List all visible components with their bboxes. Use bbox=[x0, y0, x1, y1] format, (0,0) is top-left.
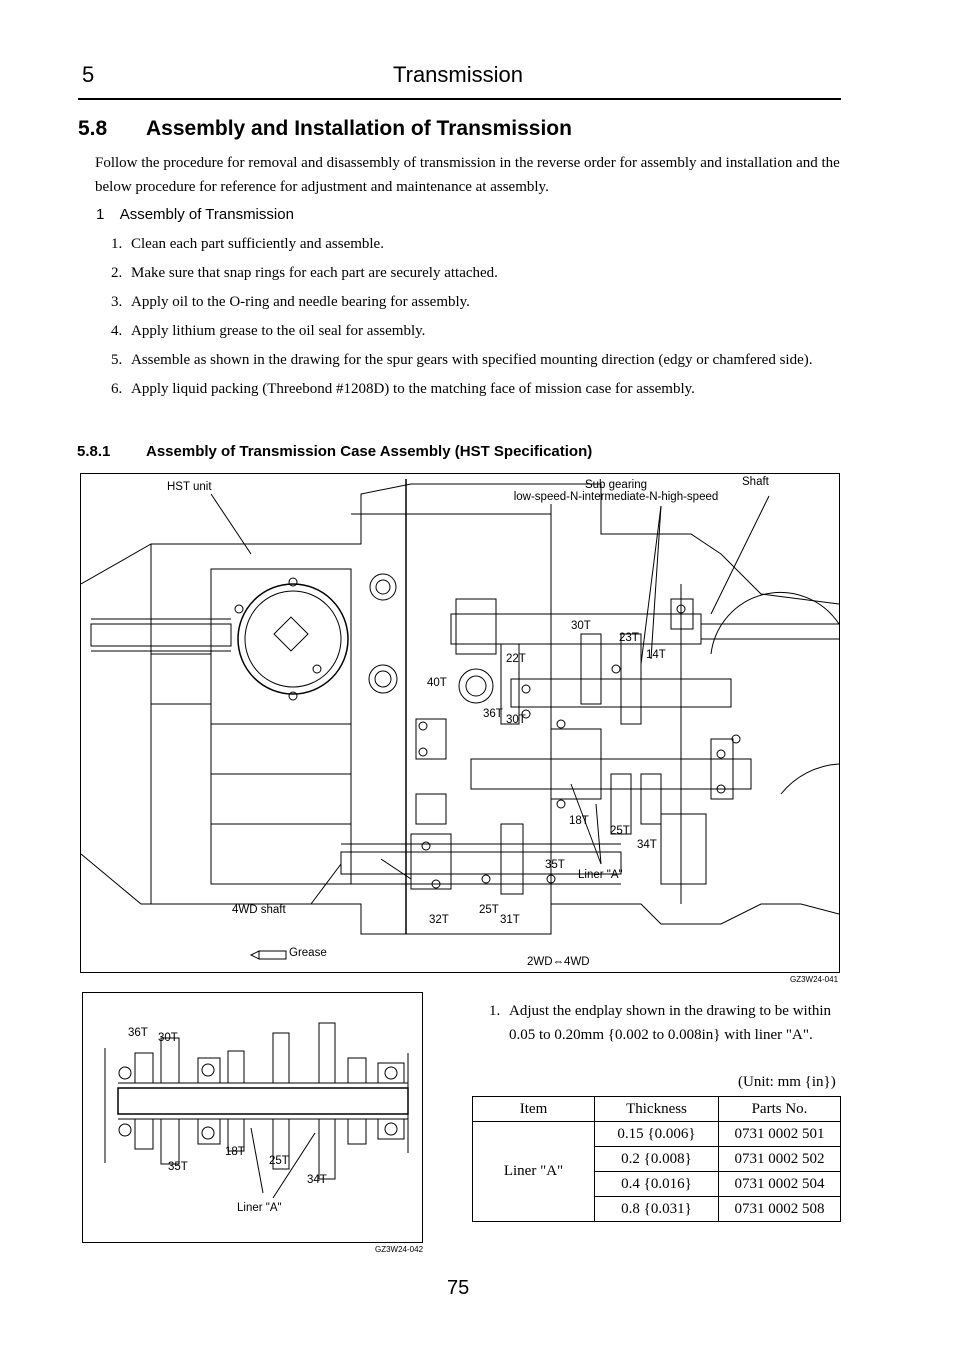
step-text: Clean each part sufficiently and assemble. bbox=[131, 236, 384, 252]
adjustment-number: 1. bbox=[489, 1003, 501, 1019]
step-item bbox=[96, 319, 836, 343]
gear-36t-label: 36T bbox=[483, 708, 503, 720]
step-number: 4. bbox=[111, 323, 123, 339]
thickness-cell: 0.2 {0.008} bbox=[595, 1147, 719, 1172]
transmission-drawing bbox=[81, 474, 839, 972]
part-no-cell: 0731 0002 501 bbox=[719, 1122, 841, 1147]
sub-gearing-label bbox=[501, 479, 731, 503]
gear-34t-label: 34T bbox=[637, 839, 657, 851]
sub-gearing-label-line2: low-speed-N-intermediate-N-high-speed bbox=[513, 491, 719, 503]
page-number: 75 bbox=[447, 1277, 470, 1299]
transmission-cross-section-figure bbox=[80, 473, 840, 973]
chapter-title: Transmission bbox=[393, 62, 523, 87]
thickness-cell: 0.8 {0.031} bbox=[595, 1197, 719, 1222]
wd-switch-label: 2WD⇔4WD bbox=[527, 956, 590, 968]
adjustment-list bbox=[489, 999, 834, 1047]
header-thickness: Thickness bbox=[595, 1097, 719, 1122]
part-no-cell: 0731 0002 508 bbox=[719, 1197, 841, 1222]
gear-34t-label: 34T bbox=[307, 1174, 327, 1186]
section-intro: Follow the procedure for removal and disassembly of transmission in the reverse order for assembly and installation and the below procedure for reference for adjustment and maintenance at assembly. bbox=[95, 155, 840, 195]
part-no-cell: 0731 0002 504 bbox=[719, 1172, 841, 1197]
step-item bbox=[96, 232, 836, 256]
gear-36t-label: 36T bbox=[128, 1027, 148, 1039]
chapter-number: 5 bbox=[82, 62, 95, 87]
step-text: Make sure that snap rings for each part are securely attached. bbox=[131, 265, 498, 281]
step-text: Assemble as shown in the drawing for the spur gears with specified mounting direction (edgy or chamfered side). bbox=[131, 352, 813, 368]
liner-detail-figure bbox=[82, 992, 423, 1243]
step-text: Apply oil to the O-ring and needle bearing for assembly. bbox=[131, 294, 470, 310]
figure1-code: GZ3W24-041 bbox=[790, 975, 839, 984]
subsection-heading bbox=[96, 206, 294, 223]
4wd-shaft-label: 4WD shaft bbox=[232, 904, 286, 916]
gear-35t-label: 35T bbox=[168, 1161, 188, 1173]
thickness-cell: 0.15 {0.006} bbox=[595, 1122, 719, 1147]
gear-23t-label: 23T bbox=[619, 632, 639, 644]
gear-25t-label-b: 25T bbox=[479, 904, 499, 916]
header-parts-no: Parts No. bbox=[719, 1097, 841, 1122]
gear-35t-label: 35T bbox=[545, 859, 565, 871]
step-number: 6. bbox=[111, 381, 123, 397]
step-item bbox=[96, 377, 836, 401]
step-text: Apply lithium grease to the oil seal for assembly. bbox=[131, 323, 426, 339]
gear-30t-label: 30T bbox=[571, 620, 591, 632]
step-number: 3. bbox=[111, 294, 123, 310]
step-text: Apply liquid packing (Threebond #1208D) to the matching face of mission case for assembly. bbox=[131, 381, 695, 397]
subsection-title: Assembly of Transmission bbox=[119, 206, 294, 223]
thickness-cell: 0.4 {0.016} bbox=[595, 1172, 719, 1197]
gear-25t-label: 25T bbox=[610, 825, 630, 837]
step-item bbox=[96, 348, 836, 372]
step-item bbox=[96, 261, 836, 285]
step-number: 5. bbox=[111, 352, 123, 368]
liner-table bbox=[472, 1096, 841, 1222]
table-header-row bbox=[473, 1097, 841, 1122]
figure2-code: GZ3W24-042 bbox=[375, 1245, 424, 1254]
adjustment-text: Adjust the endplay shown in the drawing to be within 0.05 to 0.20mm {0.002 to 0.008in} with liner "A". bbox=[509, 1003, 832, 1043]
gear-30t-label-b: 30T bbox=[506, 714, 526, 726]
gear-14t-label: 14T bbox=[646, 649, 666, 661]
liner-a-label: Liner "A" bbox=[237, 1202, 282, 1214]
subsection-number: 1 bbox=[96, 206, 105, 223]
sub-gearing-label-line1: Sub gearing bbox=[584, 479, 648, 491]
header-rule bbox=[78, 98, 841, 100]
subsection2-title: Assembly of Transmission Case Assembly (HST Specification) bbox=[146, 443, 593, 460]
hst-unit-label: HST unit bbox=[167, 481, 212, 493]
gear-18t-label: 18T bbox=[225, 1146, 245, 1158]
gear-22t-label: 22T bbox=[506, 653, 526, 665]
item-cell: Liner "A" bbox=[473, 1122, 595, 1222]
gear-18t-label: 18T bbox=[569, 815, 589, 827]
gear-40t-label: 40T bbox=[427, 677, 447, 689]
gear-30t-label: 30T bbox=[158, 1032, 178, 1044]
subsection2-number: 5.8.1 bbox=[77, 443, 111, 460]
table-row bbox=[473, 1122, 841, 1147]
step-number: 1. bbox=[111, 236, 123, 252]
part-no-cell: 0731 0002 502 bbox=[719, 1147, 841, 1172]
adjustment-item bbox=[489, 999, 834, 1047]
step-item bbox=[96, 290, 836, 314]
header-item: Item bbox=[473, 1097, 595, 1122]
assembly-steps bbox=[96, 232, 836, 406]
grease-label: Grease bbox=[289, 947, 327, 959]
section-number: 5.8 bbox=[78, 117, 108, 140]
liner-a-label: Liner "A" bbox=[578, 869, 623, 881]
step-number: 2. bbox=[111, 265, 123, 281]
section-title: Assembly and Installation of Transmission bbox=[146, 117, 572, 140]
shaft-label: Shaft bbox=[742, 476, 769, 488]
gear-31t-label: 31T bbox=[500, 914, 520, 926]
table-unit: (Unit: mm {in}) bbox=[738, 1074, 836, 1090]
gear-25t-label: 25T bbox=[269, 1155, 289, 1167]
gear-32t-label: 32T bbox=[429, 914, 449, 926]
